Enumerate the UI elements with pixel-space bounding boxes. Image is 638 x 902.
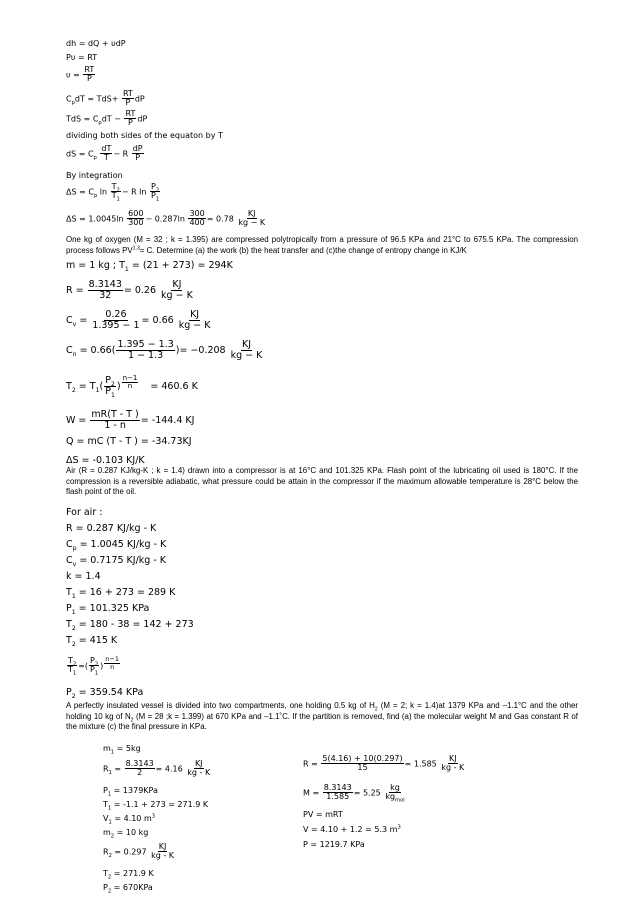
- sol1-gas-constant: R = $\frac{8.3143}{32}$ = 0.26 $\frac{KJ}{kg - K}$: [66, 279, 193, 301]
- sol1-work: W = $\frac{mR(T - T )}{1 - n}$ = -144.4 KJ: [66, 409, 195, 431]
- eq-delta-s-value: ΔS = 1.0045ln $\frac{600}{300}$ − 0.287ln $\frac{300}{400}$ = 0.78 $\frac{KJ}{kg - K}$: [66, 209, 266, 228]
- eq-ds: dS = $C_p$ $\frac{dT}{T}$ − R $\frac{dP}{P}$: [66, 144, 143, 163]
- sol3-m-mix: M = $\frac{8.3143}{1.585}$ = 5.25 $\frac{kg}{kg_{mol}}$: [303, 783, 405, 804]
- eq-dh: dh = dQ + υdP: [66, 39, 126, 48]
- sol2-cv: $C_v = 0.7175$ KJ/kg - K: [66, 555, 167, 568]
- eq-delta-s: $\Delta S = C_p$ ln $\frac{T_2}{T_1}$ − R ln $\frac{P_2}{P_1}$: [66, 182, 160, 203]
- sol3-r-mix: R = $\frac{5(4.16) + 10(0.297)}{15}$ = 1.585 $\frac{KJ}{kg - K}$: [303, 754, 465, 773]
- sol3-r1: $R_1$ = $\frac{8.3143}{2}$ = 4.16 $\frac{KJ}{kg - K}$: [103, 759, 211, 778]
- sol3-t1: $T_1 = -1.1 + 273 = 271.9$ K: [103, 800, 209, 812]
- problem-1-text: One kg of oxygen (M = 32 ; k = 1.395) are compressed polytropically from a pressure of 96.5 KPa and 21°C to 675.5 KPa. The compression process follows $PV^{1.3}= C$. Determine (a) the work (b) the heat transfer and (c)the change of entropy change in KJ/K: [66, 235, 578, 255]
- sol2-r: R = 0.287 KJ/kg - K: [66, 523, 157, 534]
- sol1-mass-temp: m = 1 kg ; $T_1 = (21 + 273) = 294K$: [66, 260, 233, 273]
- eq-tds: TdS = $C_pdT$ − $\frac{RT}{P}$ dP: [66, 109, 148, 128]
- sol3-p2: $P_2 = 670KPa$: [103, 883, 153, 895]
- eq-specific-volume: υ = $\frac{RT}{P}$: [66, 65, 95, 84]
- sol3-t2: $T_2 = 271.9$ K: [103, 869, 154, 881]
- sol3-p1: $P_1 = 1379KPa$: [103, 786, 158, 798]
- integration-note: By integration: [66, 171, 123, 180]
- sol2-heading: For air :: [66, 507, 103, 518]
- sol3-pv: PV = mRT: [303, 810, 343, 819]
- sol1-heat: Q = mC (T - T ) = -34.73KJ: [66, 436, 192, 447]
- problem-2-text: Air (R = 0.287 KJ/kg-K ; k = 1.4) drawn into a compressor is at 16°C and 101.325 KPa. Flash point of the lubricating oil used is 180°C. If the compression is a reversible adiabatic, what pressure could be attain in the compressor if the maximum allowable temperature is 28°C below the flash point of the oil.: [66, 466, 578, 497]
- sol3-m2: $m_2 = 10$ kg: [103, 828, 149, 840]
- sol1-entropy: ΔS = -0.103 KJ/K: [66, 455, 145, 466]
- sol2-p2: $P_2 = 359.54$ KPa: [66, 687, 144, 700]
- sol2-ratio: $\frac{T_2}{T_1}$ =( $\frac{P_2}{P_1}$ ) $^{\frac{n-1}{n}}$: [68, 655, 119, 678]
- sol3-volume: V = 4.10 + 1.2 = 5.3 $m^3$: [303, 824, 401, 834]
- eq-cp-dt: $C_pdT = TdS+$ $\frac{RT}{P}$ dP: [66, 89, 145, 108]
- sol3-r2: $R_2 = 0.297$ $\frac{KJ}{kg - K}$: [103, 842, 175, 861]
- eq-ideal-gas: Pυ = RT: [66, 53, 98, 62]
- sol2-p1: $P_1 = 101.325$ KPa: [66, 603, 150, 616]
- sol3-pressure: P = 1219.7 KPa: [303, 840, 365, 849]
- sol2-t2: $T_2 = 415$ K: [66, 635, 118, 648]
- problem-3-text: A perfectly insulated vessel is divided into two compartments, one holding 0.5 kg of $H_2$ (M = 2; k = 1.4)at 1379 KPa and –1.1°C and the other holding 10 kg of $N_2$ (M = 28 ;k = 1.399) at 670 KPa and –1.1˚C. If the partition is removed, find (a) the molecular weight M and Gas constant R of the mixture (c) the final pressure in KPa.: [66, 701, 578, 732]
- sol3-m1: $m_1 = 5kg$: [103, 744, 141, 756]
- sol2-k: k = 1.4: [66, 571, 101, 582]
- sol3-v1: $V_1 = 4.10$ $m^3$: [103, 813, 156, 826]
- sol2-t2-calc: $T_2 = 180 - 38 = 142 + 273$: [66, 619, 194, 632]
- sol2-cp: $C_p = 1.0045$ KJ/kg - K: [66, 539, 167, 552]
- sol1-cn: $C_n = 0.66$( $\frac{1.395 - 1.3}{1 - 1.3}$ )= −0.208 $\frac{KJ}{kg - K}$: [66, 339, 263, 361]
- dividing-note: dividing both sides of the equaton by T: [66, 131, 223, 140]
- sol2-t1: $T_1 = 16 + 273 = 289$ K: [66, 587, 176, 600]
- sol1-cv: $C_v$ = $\frac{0.26}{1.395 - 1}$ = 0.66 $\frac{KJ}{kg - K}$: [66, 309, 211, 331]
- sol1-t2: $T_2 = T_1$( $\frac{P_2}{P_1}$ ) $^{\frac{n-1}{n}}$ = 460.6 K: [66, 374, 198, 399]
